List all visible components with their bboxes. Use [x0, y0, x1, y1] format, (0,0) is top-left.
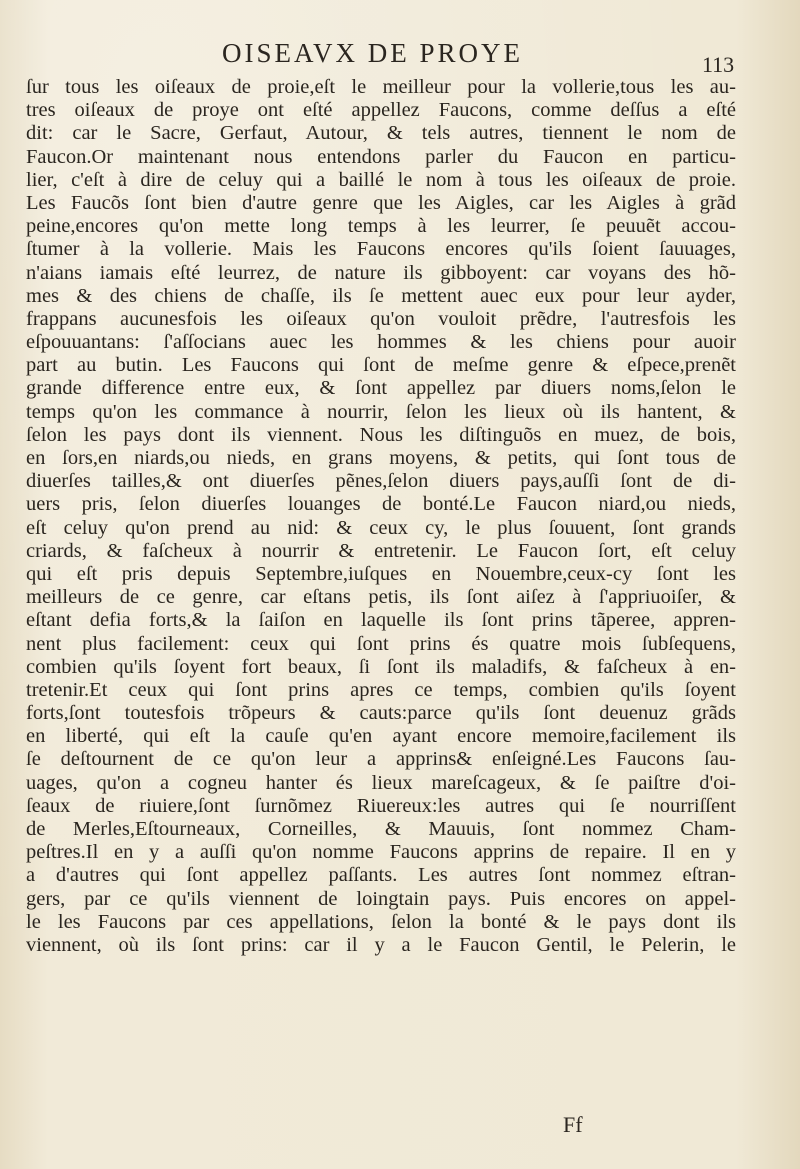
text-line: eſtant defia forts,& la ſaiſon en laquelle ils ſont prins tãperee, appren-: [26, 609, 736, 632]
text-line: ſur tous les oiſeaux de proie,eſt le meilleur pour la vollerie,tous les au-: [26, 76, 736, 98]
text-line: peſtres.Il en y a auſſi qu'on nomme Faucons apprins de repaire. Il en y: [26, 841, 736, 864]
text-line: tres oiſeaux de proye ont eſté appellez Faucons, comme deſſus a eſté: [26, 99, 736, 122]
text-line: peine,encores qu'on mette long temps à les leurrer, ſe peuuẽt accou-: [26, 215, 736, 238]
text-line: tretenir.Et ceux qui ſont prins apres ce temps, combien qu'ils ſoyent: [26, 678, 736, 701]
text-line: grande difference entre eux, & ſont appellez par diuers noms,ſelon le: [26, 377, 736, 400]
text-line: dit: car le Sacre, Gerfaut, Autour, & tels autres, tiennent le nom de: [26, 122, 736, 145]
text-line: uages, qu'on a cogneu hanter és lieux mareſcageux, & ſe paiſtre d'oi-: [26, 771, 736, 794]
text-line: temps qu'on les commance à nourrir, ſelon les lieux où ils hantent, &: [26, 400, 736, 423]
text-line: uers pris, ſelon diuerſes louanges de bonté.Le Faucon niard,ou nieds,: [26, 493, 736, 516]
text-line: eſt celuy qu'on prend au nid: & ceux cy, le plus ſouuent, ſont grands: [26, 516, 736, 539]
text-line: combien qu'ils ſoyent fort beaux, ſi ſont ils maladifs, & faſcheux à en-: [26, 655, 736, 678]
page-number: 113: [702, 52, 735, 77]
text-line: de Merles,Eſtourneaux, Corneilles, & Mauuis, ſont nommez Cham-: [26, 818, 736, 840]
text-line: gers, par ce qu'ils viennent de loingtain pays. Puis encores on appel-: [26, 887, 736, 910]
text-line: n'aians iamais eſté leurrez, de nature ils gibboyent: car voyans des hõ-: [26, 261, 736, 284]
text-line: ſelon les pays dont ils viennent. Nous les diſtinguõs en muez, de bois,: [26, 423, 736, 446]
signature-mark: Ff: [563, 1112, 583, 1137]
text-line: lier, c'eſt à dire de celuy qui a baillé le nom à tous les oiſeaux de proie.: [26, 168, 736, 191]
text-line: frappans aucunesfois les oiſeaux qu'on vouloit prẽdre, l'autresfois les: [26, 307, 736, 330]
running-title: OISEAVX DE PROYE: [222, 38, 524, 68]
text-line: ſtumer à la vollerie. Mais les Faucons encores qu'ils ſoient ſauuages,: [26, 238, 736, 261]
text-line: diuerſes tailles,& ont diuerſes pẽnes,ſelon diuers pays,auſſi ſont de di-: [26, 470, 736, 493]
body-text: [26, 76, 736, 957]
text-line: meilleurs de ce genre, car eſtans petis, ils ſont aiſez à ſ'appriuoiſer, &: [26, 586, 736, 609]
text-line: en liberté, qui eſt la cauſe qu'en ayant encore memoire,facilement ils: [26, 725, 736, 748]
text-line: a d'autres qui ſont appellez paſſants. Les autres ſont nommez eſtran-: [26, 864, 736, 887]
text-line: Les Faucõs ſont bien d'autre genre que les Aigles, car les Aigles à grãd: [26, 191, 736, 214]
text-line: forts,ſont toutesfois trõpeurs & cauts:parce qu'ils ſont deuenuz grãds: [26, 702, 736, 725]
text-line: Faucon.Or maintenant nous entendons parler du Faucon en particu-: [26, 145, 736, 168]
text-line: viennent, où ils ſont prins: car il y a le Faucon Gentil, le Pelerin, le: [26, 933, 736, 956]
text-line: le les Faucons par ces appellations, ſelon la bonté & le pays dont ils: [26, 910, 736, 933]
text-line: nent plus facilement: ceux qui ſont prins és quatre mois ſubſequens,: [26, 632, 736, 655]
text-line: ſe deſtournent de ce qu'on leur a apprins& enſeigné.Les Faucons ſau-: [26, 748, 736, 771]
text-line: mes & des chiens de chaſſe, ils ſe mettent auec eux pour leur ayder,: [26, 284, 736, 307]
text-line: en ſors,en niards,ou nieds, en grans moyens, & petits, qui ſont tous de: [26, 447, 736, 469]
text-line: part au butin. Les Faucons qui ſont de meſme genre & eſpece,prenẽt: [26, 354, 736, 377]
text-line: eſpouuantans: ſ'aſſocians auec les hommes & les chiens pour auoir: [26, 331, 736, 354]
text-line: criards, & faſcheux à nourrir & entretenir. Le Faucon ſort, eſt celuy: [26, 539, 736, 562]
page-header: [0, 38, 800, 78]
text-line: qui eſt pris depuis Septembre,iuſques en Nouembre,ceux-cy ſont les: [26, 562, 736, 585]
text-line: ſeaux de riuiere,ſont ſurnõmez Riuereux:les autres qui ſe nourriſſent: [26, 794, 736, 817]
